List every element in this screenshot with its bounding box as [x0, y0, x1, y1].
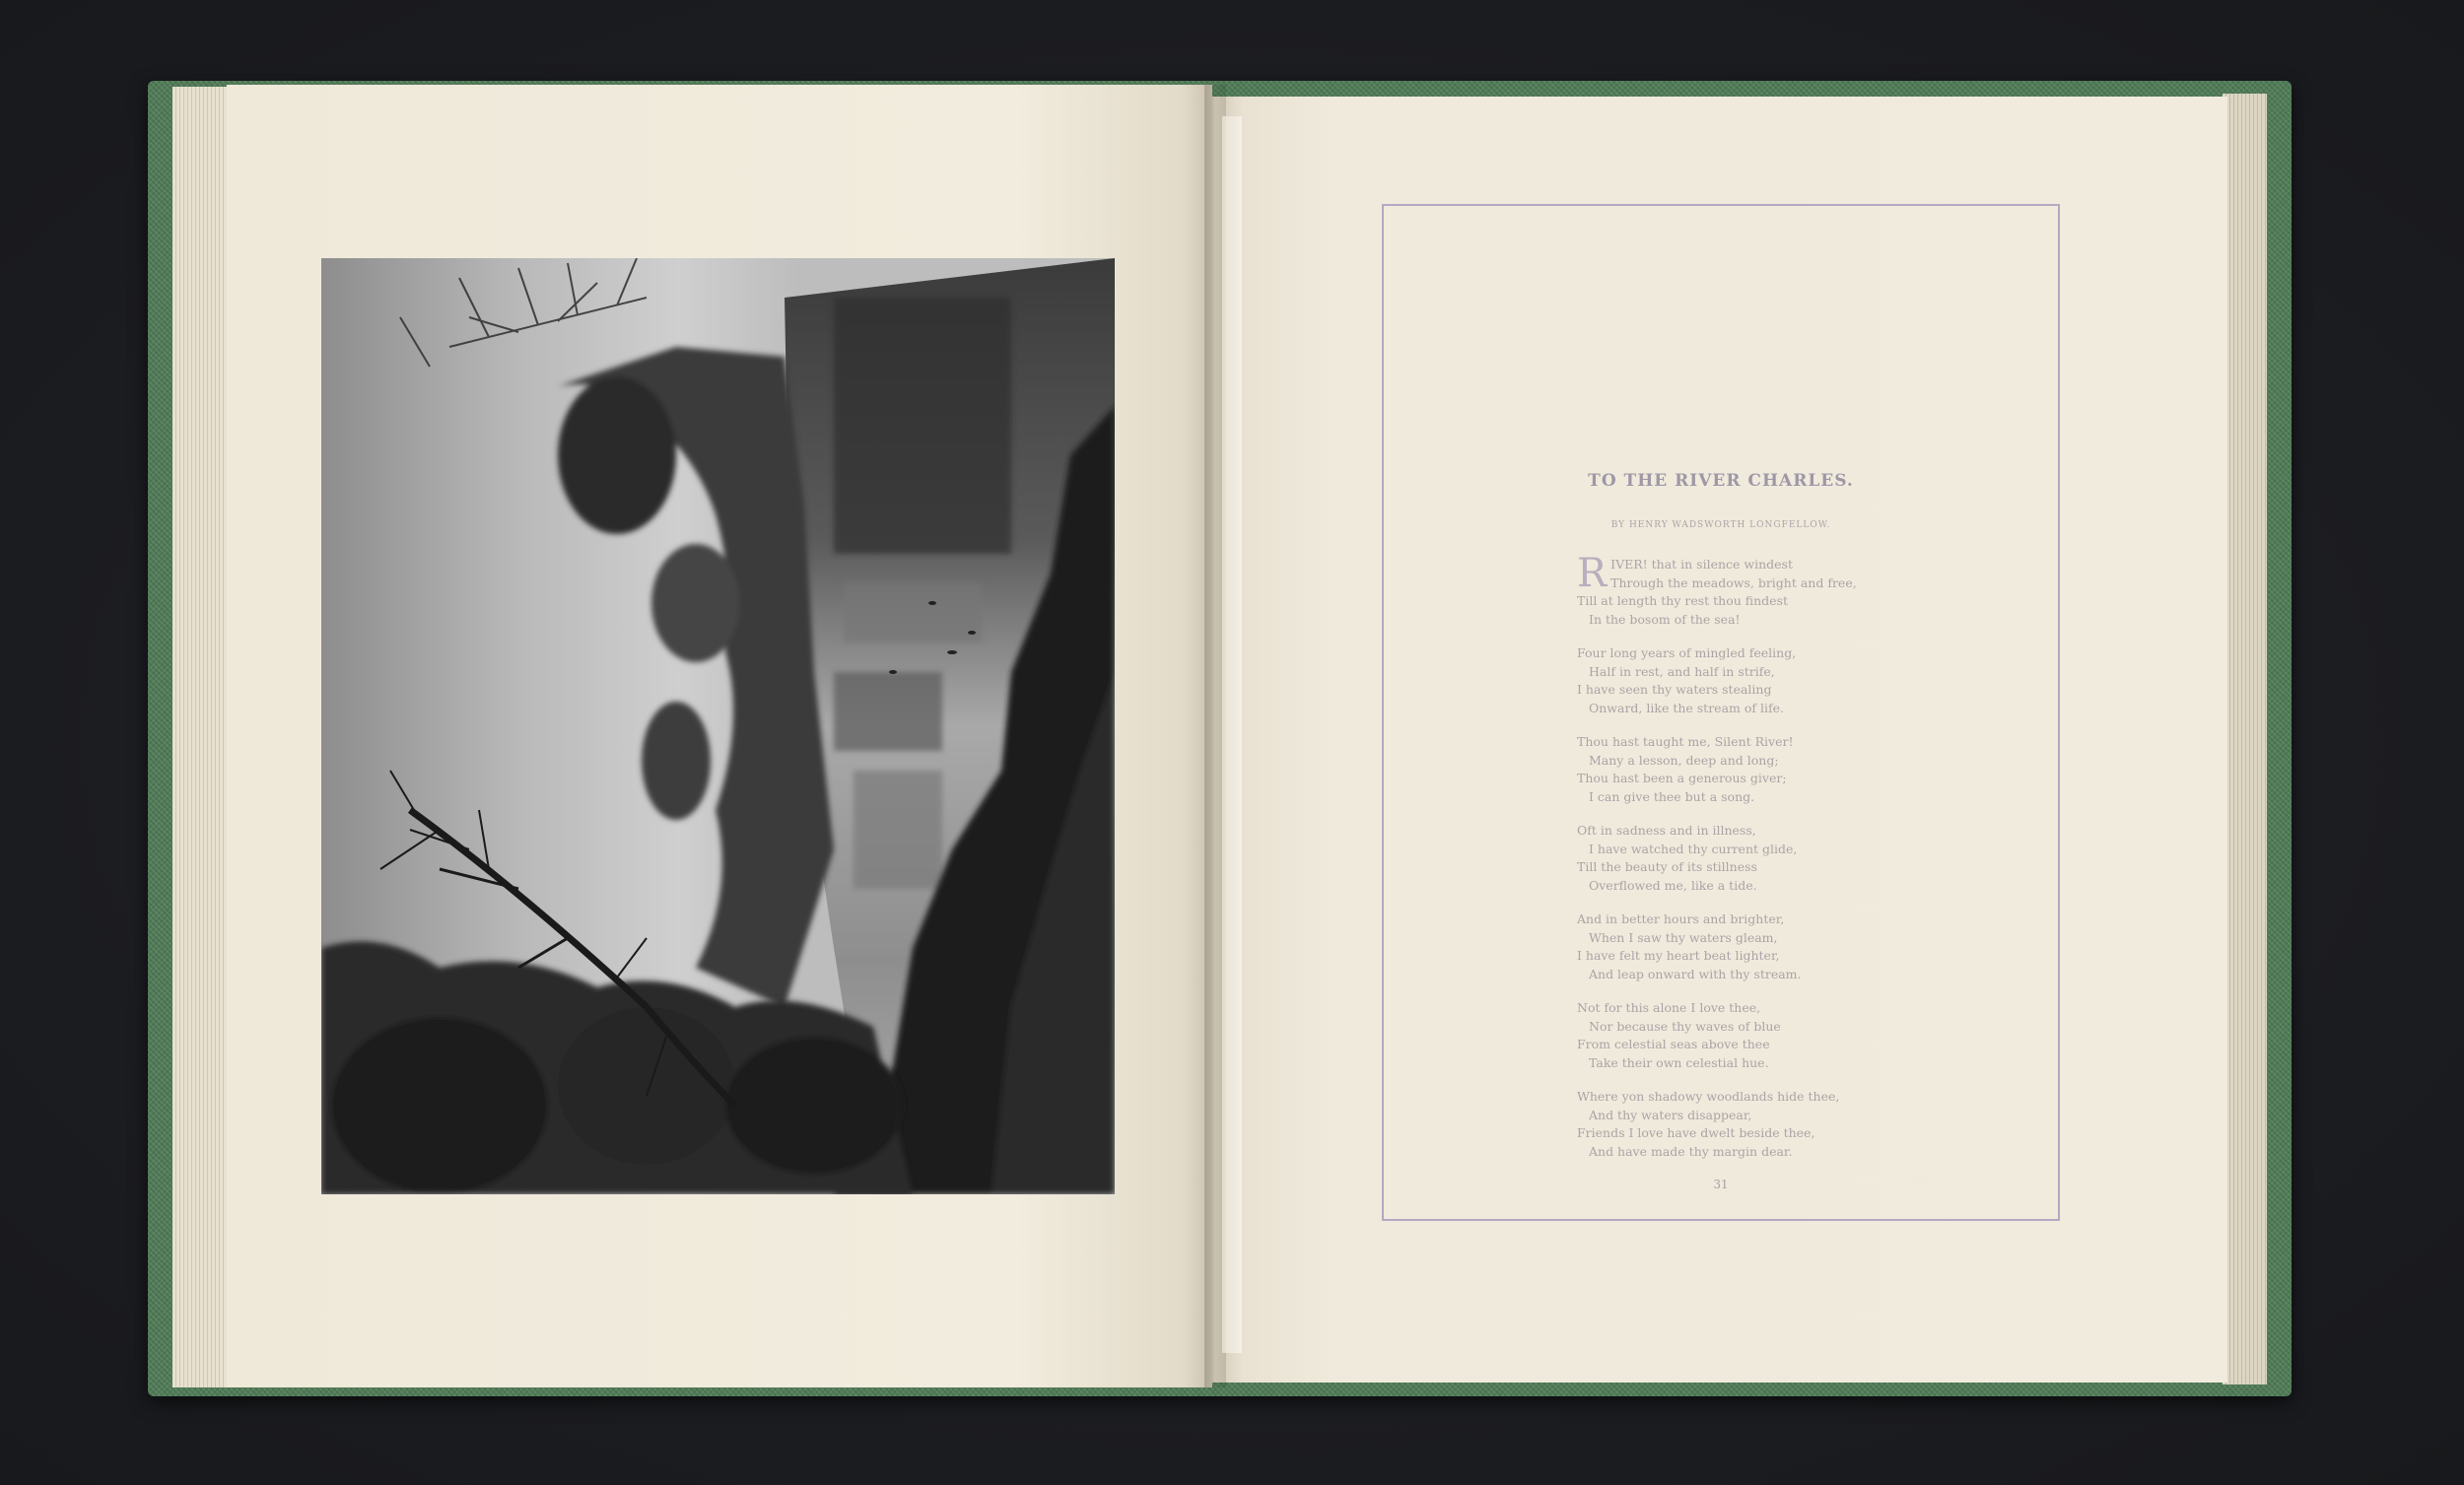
poem-line: Not for this alone I love thee, — [1577, 1000, 1761, 1015]
stanza-7 — [1577, 1088, 2060, 1161]
stanza-4 — [1577, 822, 2060, 895]
drop-cap: R — [1577, 551, 1608, 596]
stanza-6 — [1577, 999, 2060, 1072]
poem-line: Nor because thy waves of blue — [1589, 1018, 1781, 1034]
page-edges-right — [2223, 94, 2267, 1384]
poem-line: And in better hours and brighter, — [1577, 911, 1785, 926]
poem-line: I have watched thy current glide, — [1589, 841, 1798, 856]
poem-line: And leap onward with thy stream. — [1589, 966, 1802, 981]
poem-line: And have made thy margin dear. — [1589, 1143, 1793, 1159]
stanza-3 — [1577, 733, 2060, 806]
landscape-photo-icon — [321, 258, 1115, 1194]
tissue-guard — [1222, 116, 1242, 1353]
poem-title: TO THE RIVER CHARLES. — [1588, 471, 1854, 491]
poem-line: I have felt my heart beat lighter, — [1577, 948, 1780, 963]
poem-line: Thou hast taught me, Silent River! — [1577, 734, 1794, 749]
poem-line: Till the beauty of its stillness — [1577, 859, 1757, 874]
stanza-1 — [1577, 551, 2060, 629]
poem-author: BY HENRY WADSWORTH LONGFELLOW. — [1610, 520, 1831, 530]
poem-line: Four long years of mingled feeling, — [1577, 645, 1797, 660]
poem-line: Through the meadows, bright and free, — [1610, 574, 1857, 590]
poem-line: Many a lesson, deep and long; — [1589, 752, 1779, 768]
page-edges-left — [172, 87, 232, 1387]
poem-line: Overflowed me, like a tide. — [1589, 877, 1757, 893]
poem-line: In the bosom of the sea! — [1589, 611, 1741, 627]
poem — [1382, 471, 2060, 1177]
poem-line: Friends I love have dwelt beside thee, — [1577, 1125, 1815, 1140]
page-number: 31 — [1713, 1178, 1729, 1191]
stanza-2 — [1577, 644, 2060, 717]
poem-line: Half in rest, and half in strife, — [1589, 663, 1775, 679]
poem-line: Till at length thy rest thou findest — [1577, 593, 1788, 608]
poem-line: From celestial seas above thee — [1577, 1037, 1770, 1051]
poem-line: I can give thee but a song. — [1589, 788, 1755, 804]
poem-line: Take their own celestial hue. — [1589, 1054, 1769, 1070]
river-landscape-photo — [321, 258, 1115, 1194]
stanza-5 — [1577, 911, 2060, 983]
poem-line: Oft in sadness and in illness, — [1577, 823, 1756, 838]
poem-line: IVER! that in silence windest — [1610, 557, 1793, 572]
poem-line: Onward, like the stream of life. — [1589, 700, 1784, 715]
poem-line: I have seen thy waters stealing — [1577, 682, 1772, 697]
poem-line: Thou hast been a generous giver; — [1577, 771, 1787, 785]
poem-line: Where yon shadowy woodlands hide thee, — [1577, 1089, 1840, 1104]
poem-line: When I saw thy waters gleam, — [1589, 929, 1778, 945]
poem-line: And thy waters disappear, — [1589, 1107, 1752, 1122]
